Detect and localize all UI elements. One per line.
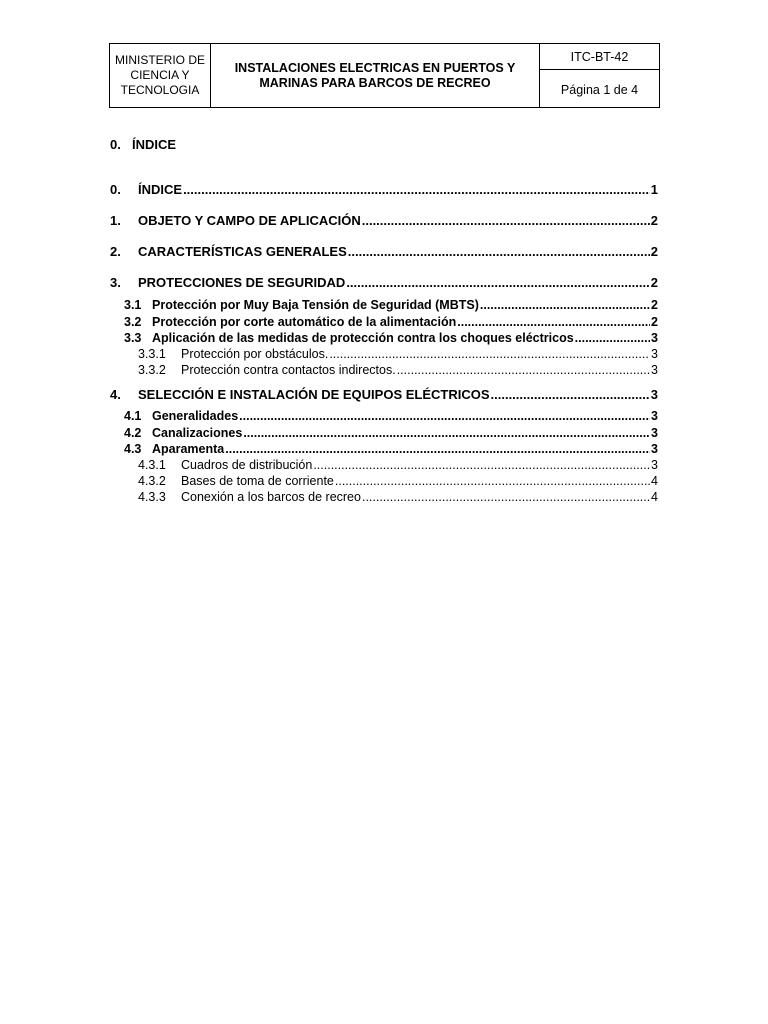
toc-entry[interactable] [124, 298, 658, 312]
toc-entry-number: 4.1 [124, 409, 142, 423]
toc-entry-number: 4.3 [124, 442, 142, 456]
toc-entry-page: 2 [651, 315, 658, 329]
toc-entry[interactable] [110, 213, 658, 228]
document-header [109, 43, 660, 108]
toc-entry-number: 2. [110, 244, 121, 259]
toc-entry-title: ÍNDICE [138, 182, 183, 197]
toc-entry-number: 0. [110, 182, 121, 197]
toc-dot-leader [397, 363, 650, 377]
toc-dot-leader [335, 474, 650, 488]
toc-entry-number: 4. [110, 387, 121, 402]
toc-entry[interactable] [138, 458, 658, 472]
toc-entry-number: 4.3.2 [138, 474, 166, 488]
toc-entry[interactable] [110, 275, 658, 290]
toc-entry-title: OBJETO Y CAMPO DE APLICACIÓN [138, 213, 361, 228]
toc-dot-leader [457, 315, 650, 329]
toc-entry-number: 3.3.2 [138, 363, 166, 377]
toc-entry-title: Protección por Muy Baja Tensión de Seguridad (MBTS) [152, 298, 479, 312]
toc-entry-page: 2 [651, 298, 658, 312]
toc-entry-title: Protección por corte automático de la alimentación [152, 315, 457, 329]
toc-entry-number: 3.1 [124, 298, 142, 312]
toc-dot-leader [243, 426, 650, 440]
toc-entry-page: 3 [651, 347, 658, 361]
toc-entry-number: 4.3.3 [138, 490, 166, 504]
toc-entry-title: Aparamenta [152, 442, 225, 456]
toc-entry[interactable] [138, 347, 658, 361]
toc-entry-number: 3.3.1 [138, 347, 166, 361]
toc-entry[interactable] [110, 387, 658, 402]
header-document-code: ITC-BT-42 [540, 44, 659, 70]
toc-entry-title: Canalizaciones [152, 426, 243, 440]
toc-entry[interactable] [124, 331, 658, 345]
toc-entry-number: 3.2 [124, 315, 142, 329]
toc-entry-page: 3 [651, 458, 658, 472]
toc-entry-number: 3.3 [124, 331, 142, 345]
toc-entry[interactable] [124, 426, 658, 440]
toc-entry-title: Bases de toma de corriente [181, 474, 334, 488]
toc-dot-leader [575, 331, 650, 345]
toc-entry-title: Generalidades [152, 409, 239, 423]
toc-entry[interactable] [110, 244, 658, 259]
toc-entry-page: 3 [651, 409, 658, 423]
toc-dot-leader [329, 347, 650, 361]
toc-entry-title: SELECCIÓN E INSTALACIÓN DE EQUIPOS ELÉCTRICOS [138, 387, 490, 402]
toc-dot-leader [183, 182, 650, 197]
toc-dot-leader [480, 298, 650, 312]
toc-entry-page: 3 [651, 442, 658, 456]
toc-dot-leader [362, 490, 650, 504]
toc-entry[interactable] [124, 315, 658, 329]
header-organization: MINISTERIO DE CIENCIA Y TECNOLOGIA [110, 44, 211, 107]
toc-entry-page: 1 [650, 182, 658, 197]
toc-entry-number: 3. [110, 275, 121, 290]
toc-entry-title: Protección contra contactos indirectos. [181, 363, 396, 377]
toc-entry-title: Aplicación de las medidas de protección contra los choques eléctricos [152, 331, 574, 345]
toc-dot-leader [491, 387, 650, 402]
toc-entry[interactable] [110, 182, 658, 197]
toc-entry-page: 2 [650, 213, 658, 228]
toc-entry-number: 4.2 [124, 426, 142, 440]
toc-dot-leader [225, 442, 650, 456]
toc-entry-page: 4 [651, 474, 658, 488]
toc-entry-title: Protección por obstáculos. [181, 347, 329, 361]
toc-entry-page: 2 [650, 244, 658, 259]
toc-entry-title: Conexión a los barcos de recreo [181, 490, 361, 504]
toc-dot-leader [362, 213, 650, 228]
header-title: INSTALACIONES ELECTRICAS EN PUERTOS Y MARINAS PARA BARCOS DE RECREO [211, 44, 540, 107]
index-heading-number: 0. [110, 137, 121, 152]
toc-entry-title: Cuadros de distribución [181, 458, 313, 472]
toc-dot-leader [313, 458, 650, 472]
toc-dot-leader [346, 275, 649, 290]
index-heading [110, 137, 176, 152]
toc-entry-number: 4.3.1 [138, 458, 166, 472]
toc-entry[interactable] [138, 474, 658, 488]
toc-entry-title: PROTECCIONES DE SEGURIDAD [138, 275, 346, 290]
toc-entry[interactable] [138, 363, 658, 377]
toc-entry-number: 1. [110, 213, 121, 228]
toc-entry-page: 3 [650, 387, 658, 402]
toc-entry-page: 4 [651, 490, 658, 504]
toc-entry-page: 3 [651, 363, 658, 377]
toc-entry[interactable] [124, 442, 658, 456]
toc-dot-leader [348, 244, 650, 259]
toc-entry-title: CARACTERÍSTICAS GENERALES [138, 244, 347, 259]
toc-entry[interactable] [124, 409, 658, 423]
header-page-number: Página 1 de 4 [560, 82, 639, 97]
index-heading-label: ÍNDICE [132, 137, 177, 152]
toc-entry[interactable] [138, 490, 658, 504]
toc-entry-page: 2 [650, 275, 658, 290]
toc-entry-page: 3 [651, 426, 658, 440]
toc-entry-page: 3 [651, 331, 658, 345]
toc-dot-leader [239, 409, 650, 423]
